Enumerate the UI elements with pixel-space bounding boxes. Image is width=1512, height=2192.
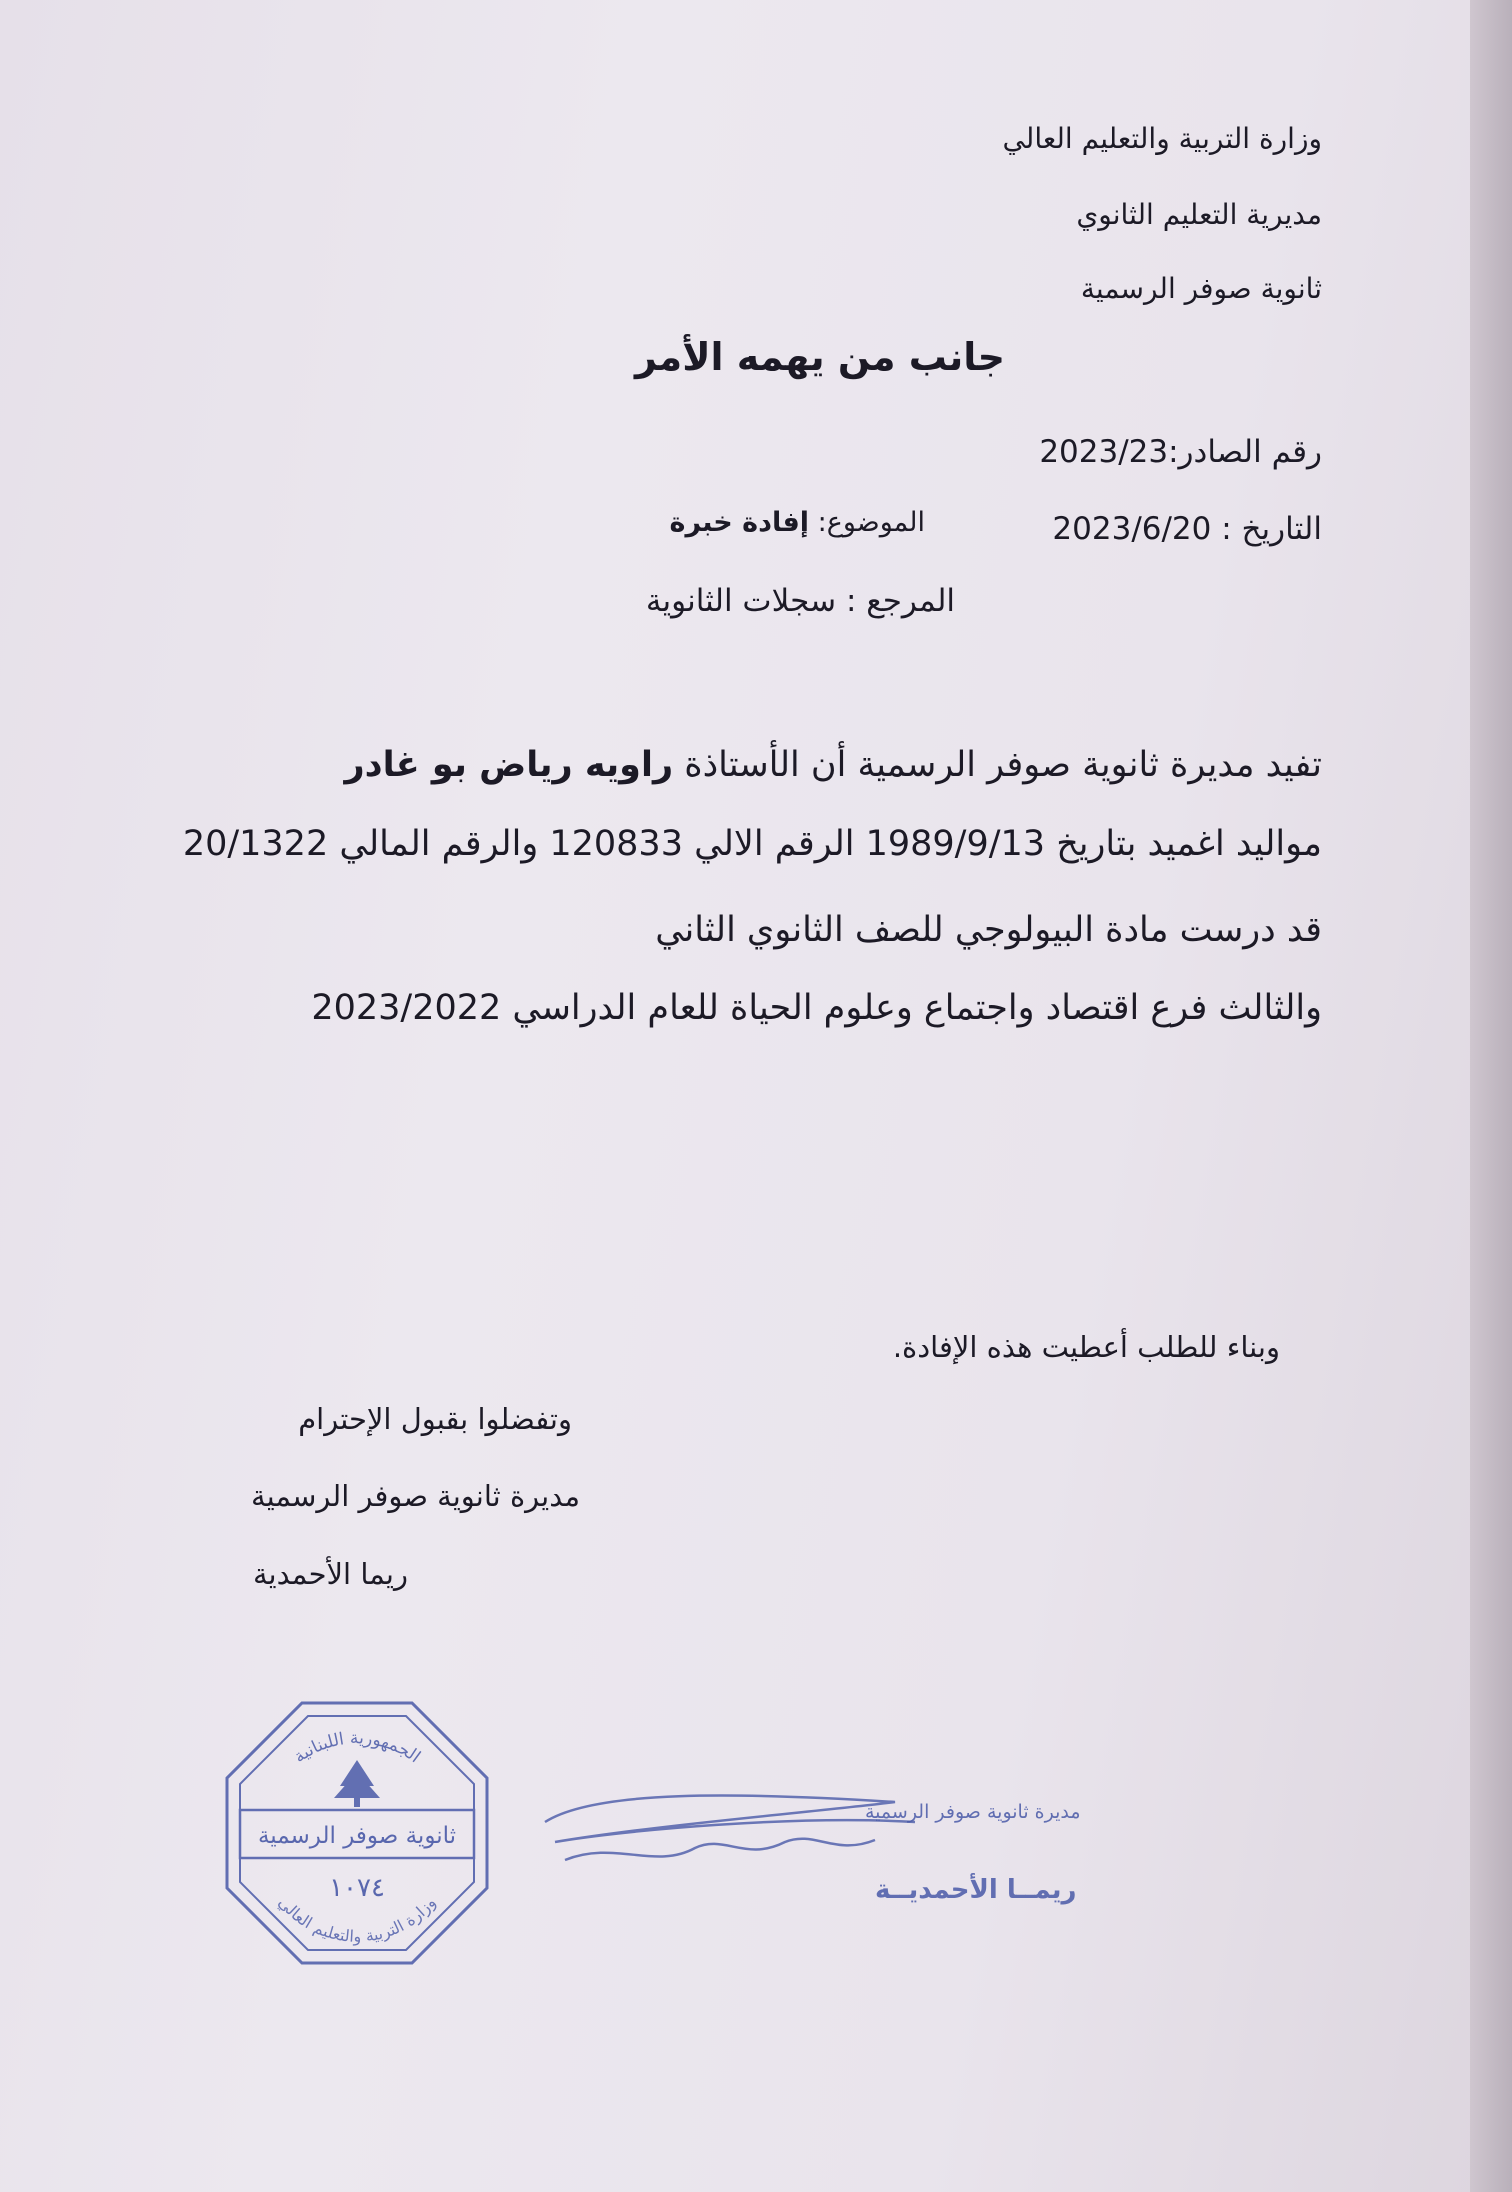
signature-stamp-line-2: ريمــا الأحمديــة: [875, 1875, 1077, 1905]
ref-number: رقم الصادر:2023/23: [1039, 434, 1322, 470]
signature-stamp-line-1: مديرة ثانوية صوفر الرسمية: [865, 1801, 1081, 1823]
body-line-2: مواليد اغميد بتاريخ 1989/9/13 الرقم الالي 120833 والرقم المالي 20/1322: [182, 824, 1322, 864]
handwritten-signature: [535, 1770, 1081, 1920]
stamp-number: ١٠٧٤: [329, 1873, 385, 1903]
stamp-bottom-arc-text: وزارة التربية والتعليم العالي: [274, 1892, 440, 1946]
subject-line: [670, 507, 925, 538]
body-line-1: [345, 745, 1323, 785]
regards-line: وتفضلوا بقبول الإحترام: [298, 1402, 572, 1436]
signer-title: مديرة ثانوية صوفر الرسمية: [251, 1479, 580, 1513]
subject-value: إفادة خبرة: [669, 507, 810, 538]
directorate-header: مديرية التعليم الثانوي: [1076, 198, 1322, 231]
signer-name: ريما الأحمدية: [252, 1557, 408, 1591]
letter-title: جانب من يهمه الأمر: [635, 335, 1005, 379]
ministry-header: وزارة التربية والتعليم العالي: [1002, 122, 1322, 155]
body-line-1-text: تفيد مديرة ثانوية صوفر الرسمية أن الأستاذة: [684, 745, 1322, 785]
request-line: وبناء للطلب أعطيت هذه الإفادة.: [892, 1330, 1280, 1364]
stamp-top-arc-text: الجمهورية اللبنانية: [290, 1728, 424, 1768]
official-stamp: [222, 1698, 492, 1968]
stamp-center-text: ثانوية صوفر الرسمية: [257, 1823, 457, 1849]
letter-date: التاريخ : 2023/6/20: [1052, 511, 1322, 547]
teacher-name: راويه رياض بو غادر: [344, 745, 674, 785]
reference-line: المرجع : سجلات الثانوية: [645, 583, 955, 619]
body-line-3: قد درست مادة البيولوجي للصف الثانوي الثاني: [655, 910, 1322, 950]
school-header: ثانوية صوفر الرسمية: [1080, 272, 1322, 305]
page-edge-shadow: [1470, 0, 1512, 2192]
body-line-4: والثالث فرع اقتصاد واجتماع وعلوم الحياة للعام الدراسي 2023/2022: [311, 988, 1322, 1028]
subject-label: الموضوع:: [817, 507, 925, 538]
